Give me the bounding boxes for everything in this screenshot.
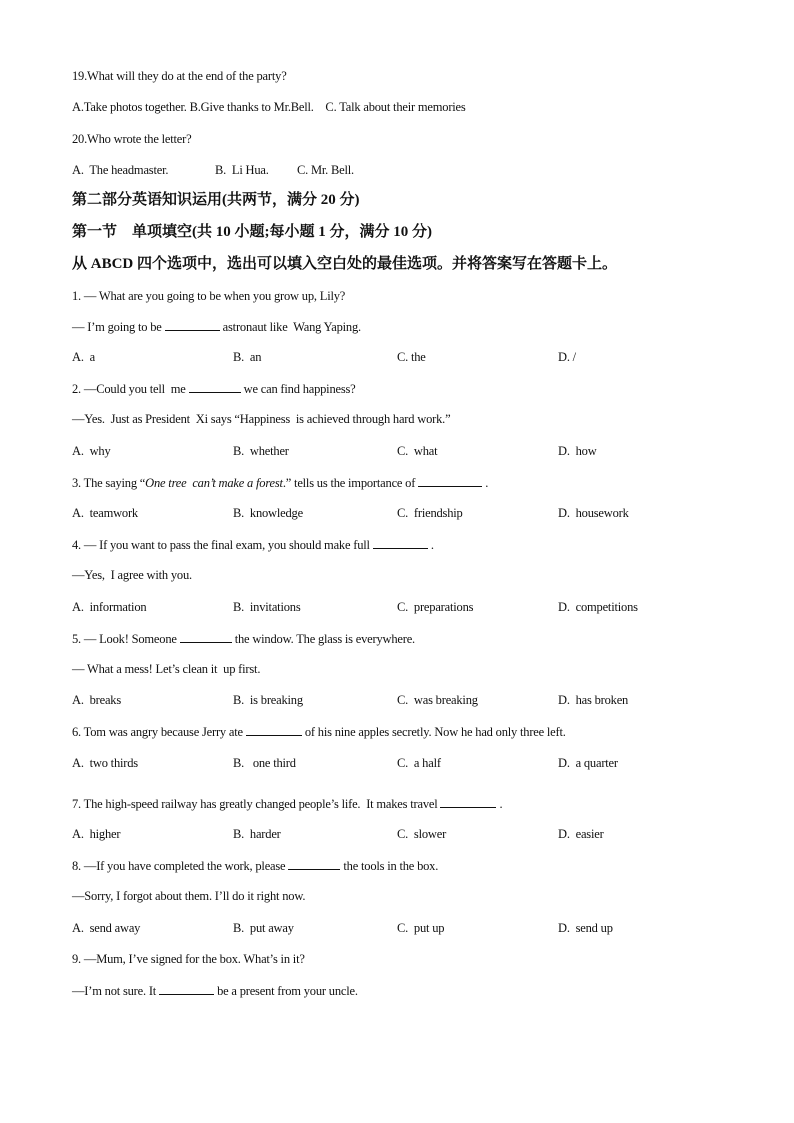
q19-stem: 19.What will they do at the end of the party? xyxy=(72,69,287,83)
q20-option-c: C. Mr. Bell. xyxy=(297,163,354,177)
q8-option-a: A. send away xyxy=(72,921,141,935)
q1-option-b: B. an xyxy=(233,350,262,364)
q19-options: A.Take photos together. B.Give thanks to Mr.Bell. C. Talk about their memories xyxy=(72,100,466,114)
part-title: 第二部分英语知识运用(共两节，满分 20 分) xyxy=(72,192,360,208)
instruction: 从 ABCD 四个选项中，选出可以填入空白处的最佳选项。并将答案写在答题卡上。 xyxy=(72,256,618,272)
q3-option-b: B. knowledge xyxy=(233,506,303,520)
q5-option-c: C. was breaking xyxy=(397,693,478,707)
answer-blank xyxy=(180,630,232,643)
q8-option-d: D. send up xyxy=(558,921,613,935)
q5-line1: 5. — Look! Someone the window. The glass is everywhere. xyxy=(72,632,415,646)
q8-option-c: C. put up xyxy=(397,921,445,935)
q4-line1: 4. — If you want to pass the final exam, you should make full . xyxy=(72,538,434,552)
answer-blank xyxy=(246,723,302,736)
q5-option-a: A. breaks xyxy=(72,693,122,707)
q6-line1: 6. Tom was angry because Jerry ate of his nine apples secretly. Now he had only three left. xyxy=(72,725,566,739)
q8-line1: 8. —If you have completed the work, please the tools in the box. xyxy=(72,859,439,873)
q1-option-d: D. / xyxy=(558,350,576,364)
q1-option-c: C. the xyxy=(397,350,426,364)
q4-option-d: D. competitions xyxy=(558,600,638,614)
q3-option-c: C. friendship xyxy=(397,506,463,520)
answer-blank xyxy=(165,318,220,331)
q7-option-b: B. harder xyxy=(233,827,281,841)
q2-option-c: C. what xyxy=(397,444,438,458)
answer-blank xyxy=(418,474,482,487)
q4-option-a: A. information xyxy=(72,600,147,614)
q7-line1: 7. The high-speed railway has greatly changed people’s life. It makes travel . xyxy=(72,797,503,811)
q7-option-d: D. easier xyxy=(558,827,604,841)
q6-option-d: D. a quarter xyxy=(558,756,618,770)
q6-option-a: A. two thirds xyxy=(72,756,138,770)
q8-line2: —Sorry, I forgot about them. I’ll do it right now. xyxy=(72,889,306,903)
q4-line2: —Yes, I agree with you. xyxy=(72,568,192,582)
q8-option-b: B. put away xyxy=(233,921,294,935)
q1-line1: 1. — What are you going to be when you grow up, Lily? xyxy=(72,289,346,303)
answer-blank xyxy=(440,795,496,808)
q2-option-b: B. whether xyxy=(233,444,289,458)
q20-option-a: A. The headmaster. xyxy=(72,163,169,177)
answer-blank xyxy=(373,536,428,549)
q3-option-a: A. teamwork xyxy=(72,506,138,520)
answer-blank xyxy=(159,982,214,995)
q3-option-d: D. housework xyxy=(558,506,629,520)
q2-option-a: A. why xyxy=(72,444,111,458)
q7-option-c: C. slower xyxy=(397,827,447,841)
q1-line2: — I’m going to be astronaut like Wang Yaping. xyxy=(72,320,361,334)
q4-option-c: C. preparations xyxy=(397,600,474,614)
q5-option-b: B. is breaking xyxy=(233,693,303,707)
q6-option-c: C. a half xyxy=(397,756,441,770)
answer-blank xyxy=(288,857,340,870)
q2-option-d: D. how xyxy=(558,444,597,458)
q9-line2: —I’m not sure. It be a present from your uncle. xyxy=(72,984,358,998)
q2-line2: —Yes. Just as President Xi says “Happiness is achieved through hard work.” xyxy=(72,412,451,426)
q5-option-d: D. has broken xyxy=(558,693,629,707)
q3-line1: 3. The saying “One tree can’t make a forest.” tells us the importance of . xyxy=(72,476,489,490)
q20-stem: 20.Who wrote the letter? xyxy=(72,132,192,146)
q3-quote: One tree can’t make a forest xyxy=(145,476,283,490)
q1-option-a: A. a xyxy=(72,350,95,364)
q9-line1: 9. —Mum, I’ve signed for the box. What’s in it? xyxy=(72,952,305,966)
section-title: 第一节 单项填空(共 10 小题;每小题 1 分，满分 10 分) xyxy=(72,224,432,240)
q4-option-b: B. invitations xyxy=(233,600,301,614)
q7-option-a: A. higher xyxy=(72,827,121,841)
answer-blank xyxy=(189,380,241,393)
q5-line2: — What a mess! Let’s clean it up first. xyxy=(72,662,261,676)
q6-option-b: B. one third xyxy=(233,756,296,770)
q2-line1: 2. —Could you tell me we can find happiness? xyxy=(72,382,356,396)
q20-option-b: B. Li Hua. xyxy=(215,163,269,177)
